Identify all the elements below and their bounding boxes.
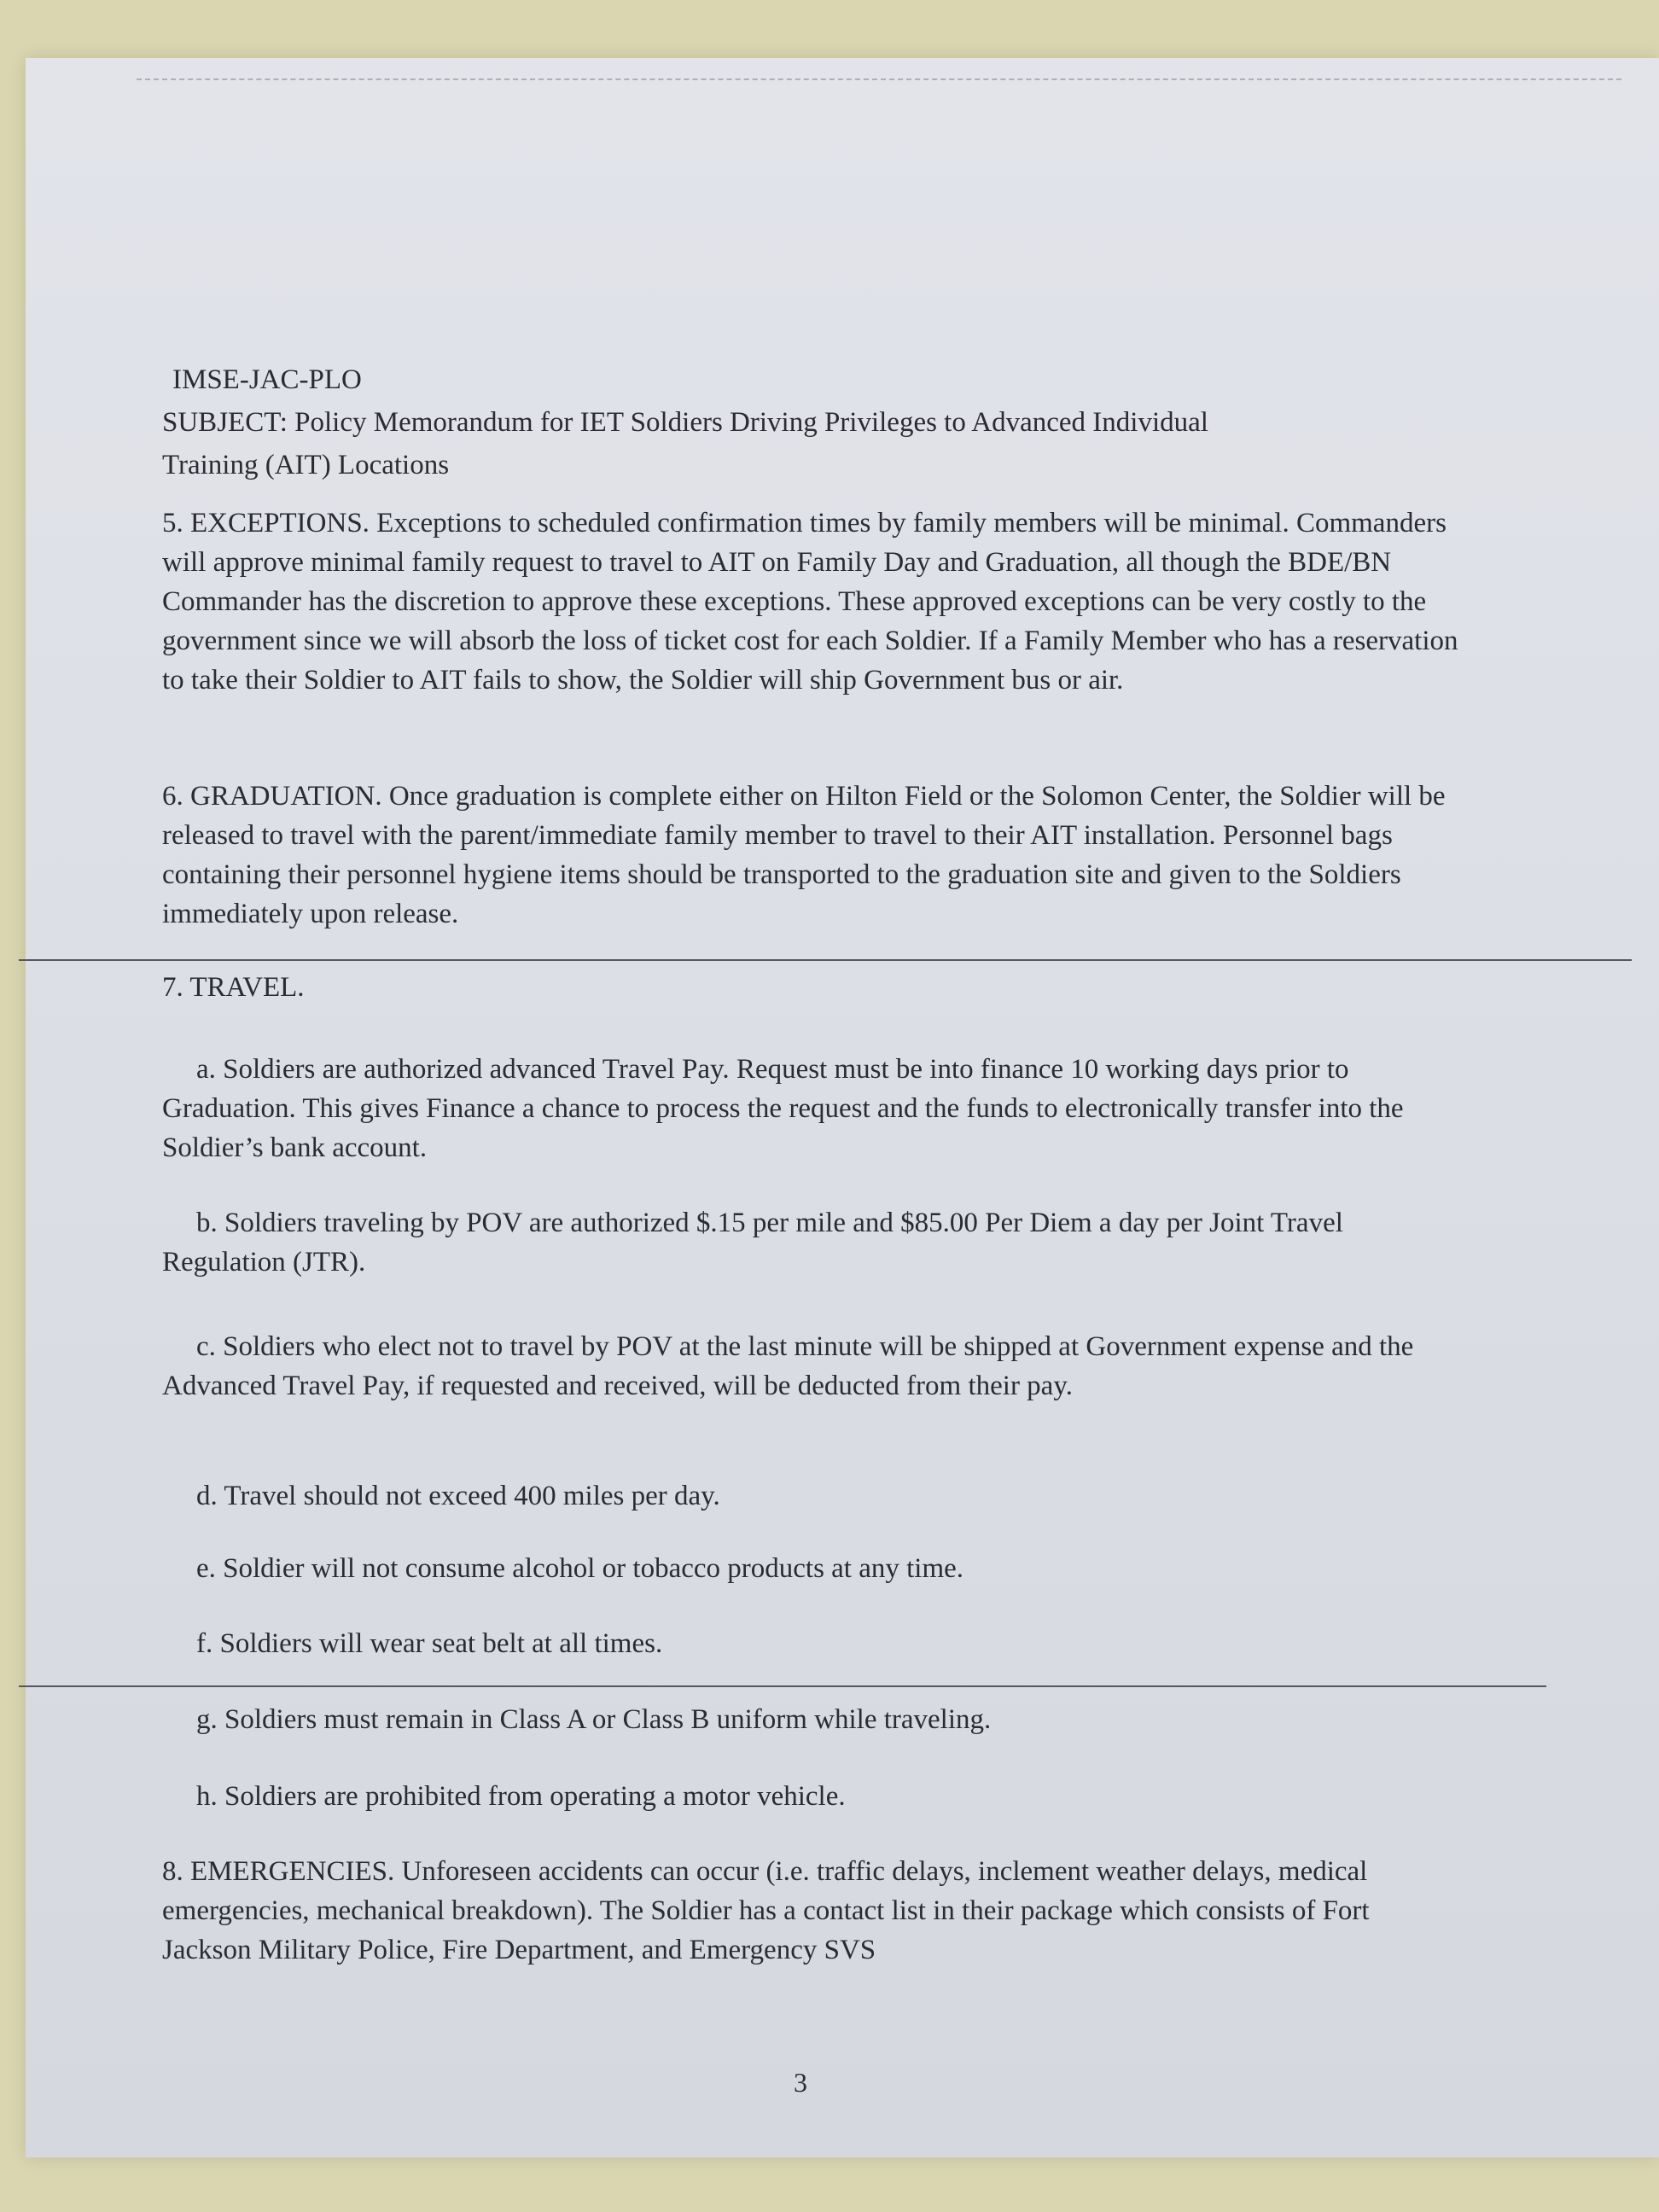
- paragraph-7h: h. Soldiers are prohibited from operating a motor vehicle.: [196, 1781, 846, 1812]
- page-number: 3: [794, 2067, 807, 2098]
- paragraph-5-exceptions: 5. EXCEPTIONS. Exceptions to scheduled confirmation times by family members will be minimal. Commanders will approve minimal family request to travel to AIT on Family Day and Graduation, all though the BDE/BN Commander has the discretion to approve these exceptions. These approved exceptions can be very costly to the government since we will absorb the loss of ticket cost for each Soldier. If a Family Member who has a reservation to take their Soldier to AIT fails to show, the Soldier will ship Government bus or air.: [162, 508, 1458, 696]
- subject-line-2: Training (AIT) Locations: [162, 450, 450, 480]
- memo-header: [162, 358, 1442, 486]
- divider-line-1: [19, 959, 1632, 961]
- paragraph-8-emergencies: 8. EMERGENCIES. Unforeseen accidents can occur (i.e. traffic delays, inclement weather delays, medical emergencies, mechanical breakdown). The Soldier has a contact list in their package which consists of Fort Jackson Military Police, Fire Department, and Emergency SVS: [162, 1856, 1370, 1965]
- paragraph-7f: f. Soldiers will wear seat belt at all times.: [196, 1628, 663, 1659]
- paragraph-7b: b. Soldiers traveling by POV are authorized $.15 per mile and $85.00 Per Diem a day per Joint Travel Regulation (JTR).: [162, 1208, 1343, 1278]
- paragraph-6-graduation: 6. GRADUATION. Once graduation is complete either on Hilton Field or the Solomon Center, the Soldier will be released to travel with the parent/immediate family member to travel to their AIT installation. Personnel bags containing their personnel hygiene items should be transported to the graduation site and given to the Soldiers immediately upon release.: [162, 781, 1446, 929]
- paragraph-7d: d. Travel should not exceed 400 miles per day.: [196, 1481, 720, 1511]
- office-symbol: IMSE-JAC-PLO: [172, 364, 362, 395]
- subject-line-1: SUBJECT: Policy Memorandum for IET Soldiers Driving Privileges to Advanced Individual: [162, 407, 1208, 438]
- paragraph-7e: e. Soldier will not consume alcohol or tobacco products at any time.: [196, 1553, 964, 1584]
- paragraph-7a: a. Soldiers are authorized advanced Travel Pay. Request must be into finance 10 working days prior to Graduation. This gives Finance a chance to process the request and the funds to electronically transfer into the Soldier’s bank account.: [162, 1054, 1404, 1163]
- paragraph-7g: g. Soldiers must remain in Class A or Class B uniform while traveling.: [196, 1704, 992, 1735]
- top-dashed-line: [137, 79, 1621, 80]
- paragraph-7-heading: 7. TRAVEL.: [162, 972, 305, 1003]
- divider-line-2: [19, 1685, 1546, 1687]
- paragraph-7c: c. Soldiers who elect not to travel by POV at the last minute will be shipped at Government expense and the Advanced Travel Pay, if requested and received, will be deducted from their pay.: [162, 1331, 1414, 1401]
